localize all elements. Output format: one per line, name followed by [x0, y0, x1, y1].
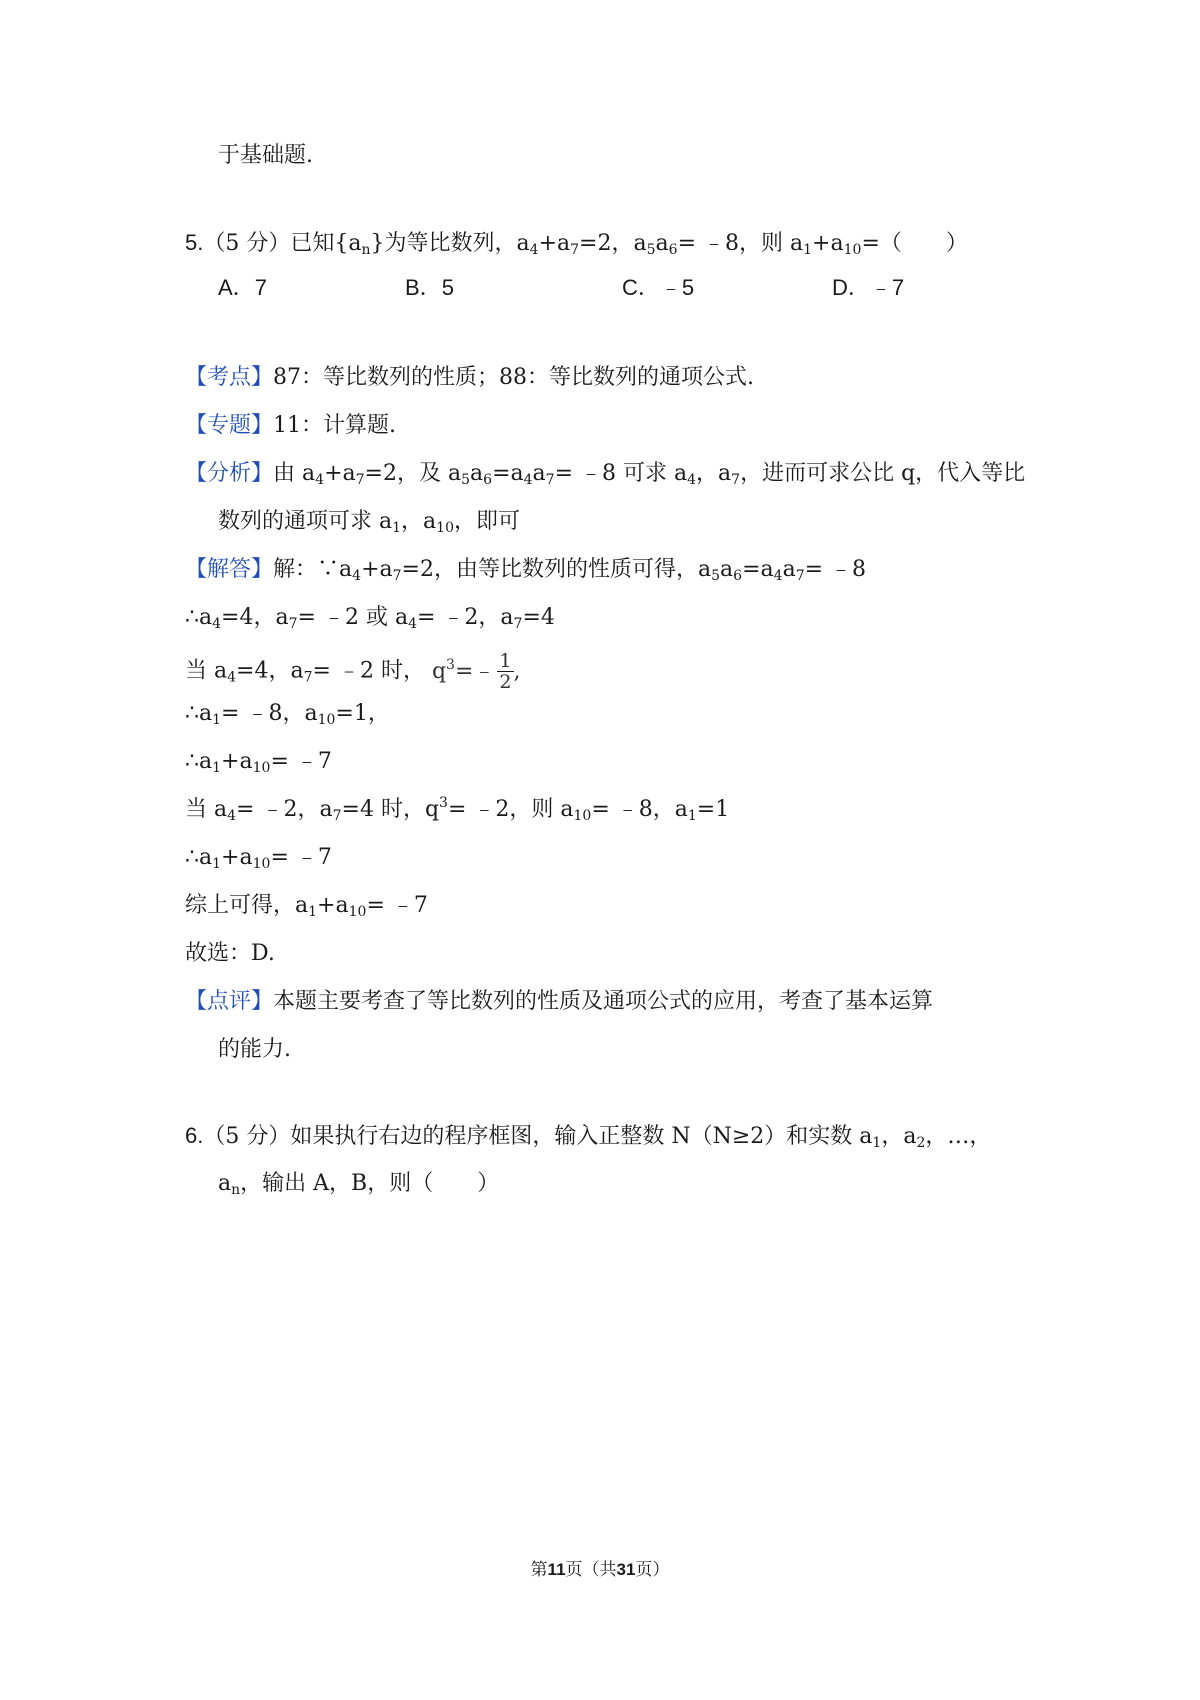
- solution-case-1: 当 $a_4=4$，$a_7=$ ﹣2 时， $q^3=﹣$ $\frac{1}{2}$ ,: [185, 650, 521, 693]
- fenxi-tag: 【分析】: [185, 461, 274, 486]
- solution-answer: 故选：D.: [185, 941, 275, 966]
- question-6-stem-2: $a_n$，输出 A，B，则（ ）: [218, 1171, 500, 1198]
- kaodian-line: 【考点】87：等比数列的性质；88：等比数列的通项公式.: [185, 365, 754, 390]
- solution-step-2: $\therefore a_1=$ ﹣8，$a_{10}=1$，: [185, 701, 390, 728]
- question-6-stem: 6.（5 分）如果执行右边的程序框图，输入正整数 N（N≥2）和实数 $a_1$，$a_2$，…，: [185, 1123, 992, 1151]
- option-c: C．﹣5: [622, 275, 695, 300]
- formula-image: $q^3=﹣$ $\frac{1}{2}$ ,: [431, 650, 521, 693]
- jieda-tag: 【解答】: [185, 557, 274, 582]
- solution-conclusion: 综上可得，$a_1+a_{10}=$ ﹣7: [185, 893, 428, 920]
- jieda-line: 【解答】解：$\because a_4+a_7=2$，由等比数列的性质可得，$a_5a_6=a_4a_7=$ ﹣8: [185, 557, 867, 584]
- previous-question-tail: 于基础题.: [218, 143, 313, 168]
- option-a: A．7: [218, 275, 267, 300]
- dianping-line: 【点评】本题主要考查了等比数列的性质及通项公式的应用，考查了基本运算: [185, 989, 934, 1014]
- question-5-options: [0, 273, 1200, 303]
- question-5-stem: 5.（5 分）已知$\{a_n\}$为等比数列，$a_4+a_7=2$，$a_5a_6=$ ﹣8，则 $a_1+a_{10}=$（ ）: [185, 230, 968, 258]
- fenxi-line-2: 数列的通项可求 $a_1$，$a_{10}$，即可: [218, 509, 521, 536]
- zhuanti-line: 【专题】11：计算题.: [185, 413, 397, 438]
- page-footer: 第11页（共31页）: [530, 1560, 670, 1580]
- dianping-line-2: 的能力.: [218, 1037, 291, 1062]
- solution-case-2: 当 $a_4=$ ﹣2，$a_7=4$ 时，$q^3=$ ﹣2，则 $a_{10}=$ ﹣8，$a_1=1$: [185, 795, 730, 824]
- option-d: D．﹣7: [832, 275, 905, 300]
- kaodian-tag: 【考点】: [185, 365, 274, 390]
- fenxi-line: 【分析】由 $a_4+a_7=2$，及 $a_5a_6=a_4a_7=$ ﹣8 可求 $a_4$，$a_7$，进而可求公比 q，代入等比: [185, 461, 1026, 488]
- solution-step-1: $\therefore a_4=4$，$a_7=$ ﹣2 或 $a_4=$ ﹣2，$a_7=4$: [185, 605, 555, 632]
- dianping-tag: 【点评】: [185, 989, 274, 1014]
- option-b: B．5: [405, 275, 454, 300]
- zhuanti-tag: 【专题】: [185, 413, 274, 438]
- solution-step-4: $\therefore a_1+a_{10}=$ ﹣7: [185, 845, 332, 872]
- solution-step-3: $\therefore a_1+a_{10}=$ ﹣7: [185, 749, 332, 776]
